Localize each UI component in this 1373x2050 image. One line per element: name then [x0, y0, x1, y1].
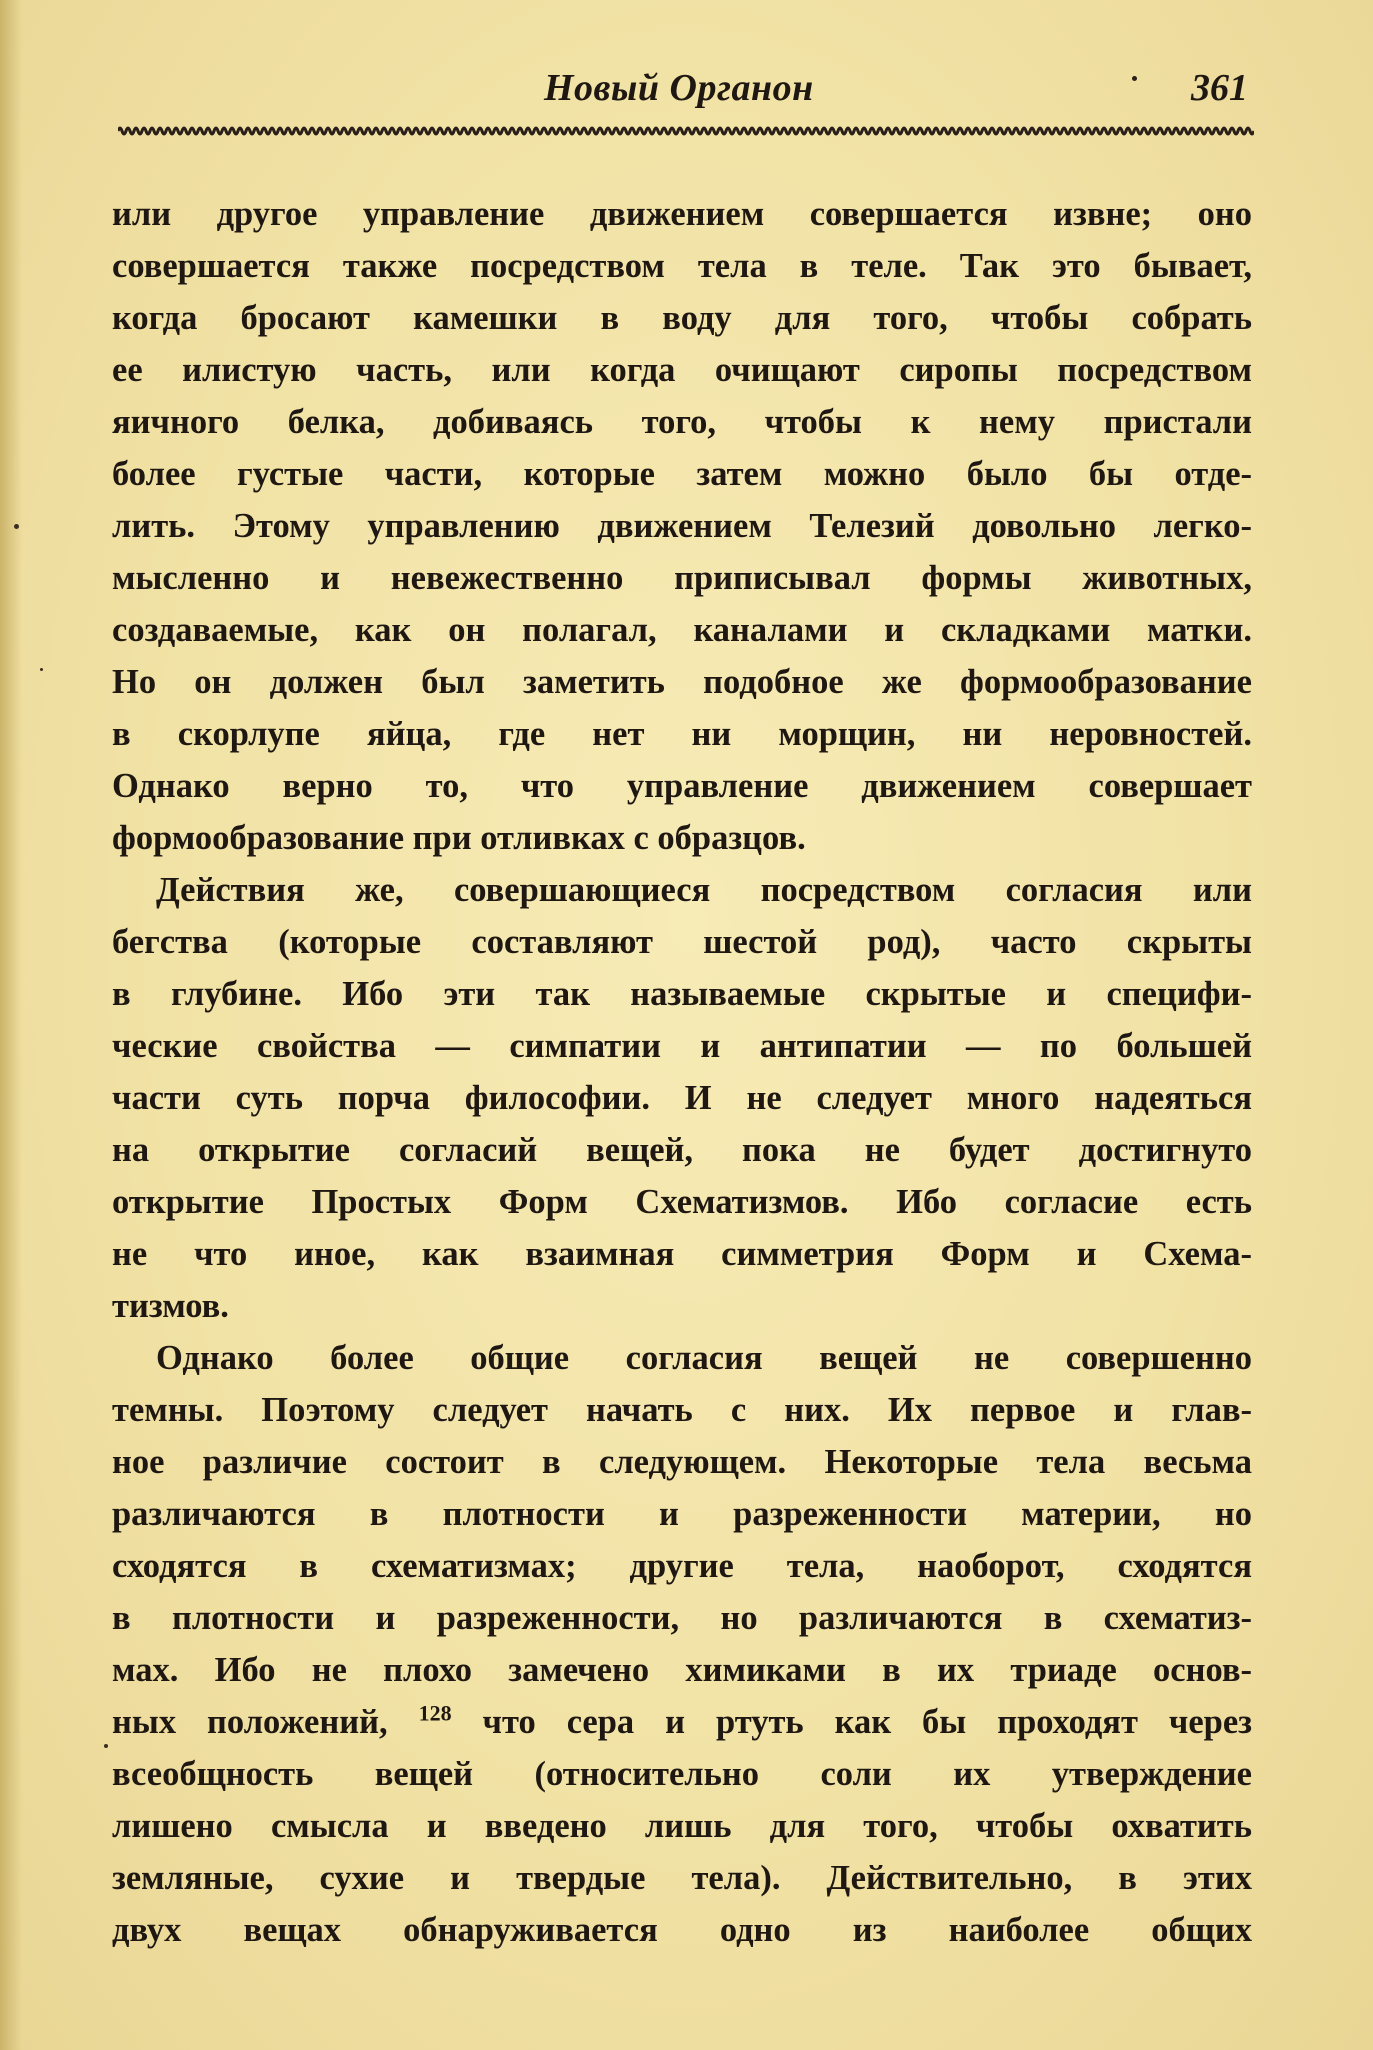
text-line: ческие свойства — симпатии и антипатии — по большей	[112, 1027, 1252, 1065]
text-line: Но он должен был заметить подобное же формообразование	[112, 663, 1252, 701]
margin-speck	[40, 668, 43, 671]
text-line: сходятся в схематизмах; другие тела, наоборот, сходятся	[112, 1547, 1252, 1585]
page-number: 361	[1191, 67, 1248, 109]
text-line: лишено смысла и введено лишь для того, чтобы охватить	[112, 1807, 1252, 1845]
text-line: темны. Поэтому следует начать с них. Их первое и глав-	[112, 1391, 1252, 1429]
margin-speck	[14, 524, 19, 529]
line-end: что сера и ртуть как бы проходят через	[482, 1703, 1253, 1741]
text-line: всеобщность вещей (относительно соли их утверждение	[112, 1755, 1252, 1793]
text-line: более густые части, которые затем можно было бы отде-	[112, 455, 1252, 493]
running-header	[118, 66, 1254, 122]
text-line: открытие Простых Форм Схематизмов. Ибо согласие есть	[112, 1183, 1252, 1221]
text-line: мысленно и невежественно приписывал формы животных,	[112, 559, 1252, 597]
text-line: лить. Этому управлению движением Телезий довольно легко-	[112, 507, 1252, 545]
text-line: ное различие состоит в следующем. Некоторые тела весьма	[112, 1443, 1252, 1481]
text-line: в глубине. Ибо эти так называемые скрытые и специфи-	[112, 975, 1252, 1013]
text-line: яичного белка, добиваясь того, чтобы к нему пристали	[112, 403, 1252, 441]
text-line: различаются в плотности и разреженности материи, но	[112, 1495, 1252, 1533]
margin-speck	[104, 1744, 108, 1748]
text-line: или другое управление движением совершается извне; оно	[112, 195, 1252, 233]
text-line: на открытие согласий вещей, пока не будет достигнуто	[112, 1131, 1252, 1169]
text-line: совершается также посредством тела в теле. Так это бывает,	[112, 247, 1252, 285]
text-line: когда бросают камешки в воду для того, чтобы собрать	[112, 299, 1252, 337]
text-line: мах. Ибо не плохо замечено химиками в их триаде основ-	[112, 1651, 1252, 1689]
running-title: Новый Органон	[544, 67, 814, 109]
text-line: тизмов.	[112, 1287, 229, 1325]
text-line: Действия же, совершающиеся посредством согласия или	[156, 871, 1252, 909]
header-speck	[1132, 76, 1137, 81]
text-line: создаваемые, как он полагал, каналами и складками матки.	[112, 611, 1252, 649]
line-start: ных положений,	[112, 1703, 388, 1741]
text-line: в скорлупе яйца, где нет ни морщин, ни неровностей.	[112, 715, 1252, 753]
text-line: формообразование при отливках с образцов.	[112, 819, 806, 857]
text-line: бегства (которые составляют шестой род), часто скрыты	[112, 923, 1252, 961]
footnote-reference[interactable]: 128	[418, 1700, 452, 1726]
body-text	[112, 188, 1252, 1956]
page-edge-shadow	[0, 0, 22, 2050]
text-line: не что иное, как взаимная симметрия Форм и Схема-	[112, 1235, 1252, 1273]
ornamental-rule	[118, 124, 1254, 138]
text-line-with-footnote	[112, 1696, 1252, 1748]
text-line: земляные, сухие и твердые тела). Действительно, в этих	[112, 1859, 1252, 1897]
text-line: в плотности и разреженности, но различаются в схематиз-	[112, 1599, 1252, 1637]
text-line: двух вещах обнаруживается одно из наиболее общих	[112, 1911, 1252, 1949]
text-line: ее илистую часть, или когда очищают сиропы посредством	[112, 351, 1252, 389]
text-line: Однако верно то, что управление движением совершает	[112, 767, 1252, 805]
text-line: части суть порча философии. И не следует много надеяться	[112, 1079, 1252, 1117]
text-line: Однако более общие согласия вещей не совершенно	[156, 1339, 1252, 1377]
